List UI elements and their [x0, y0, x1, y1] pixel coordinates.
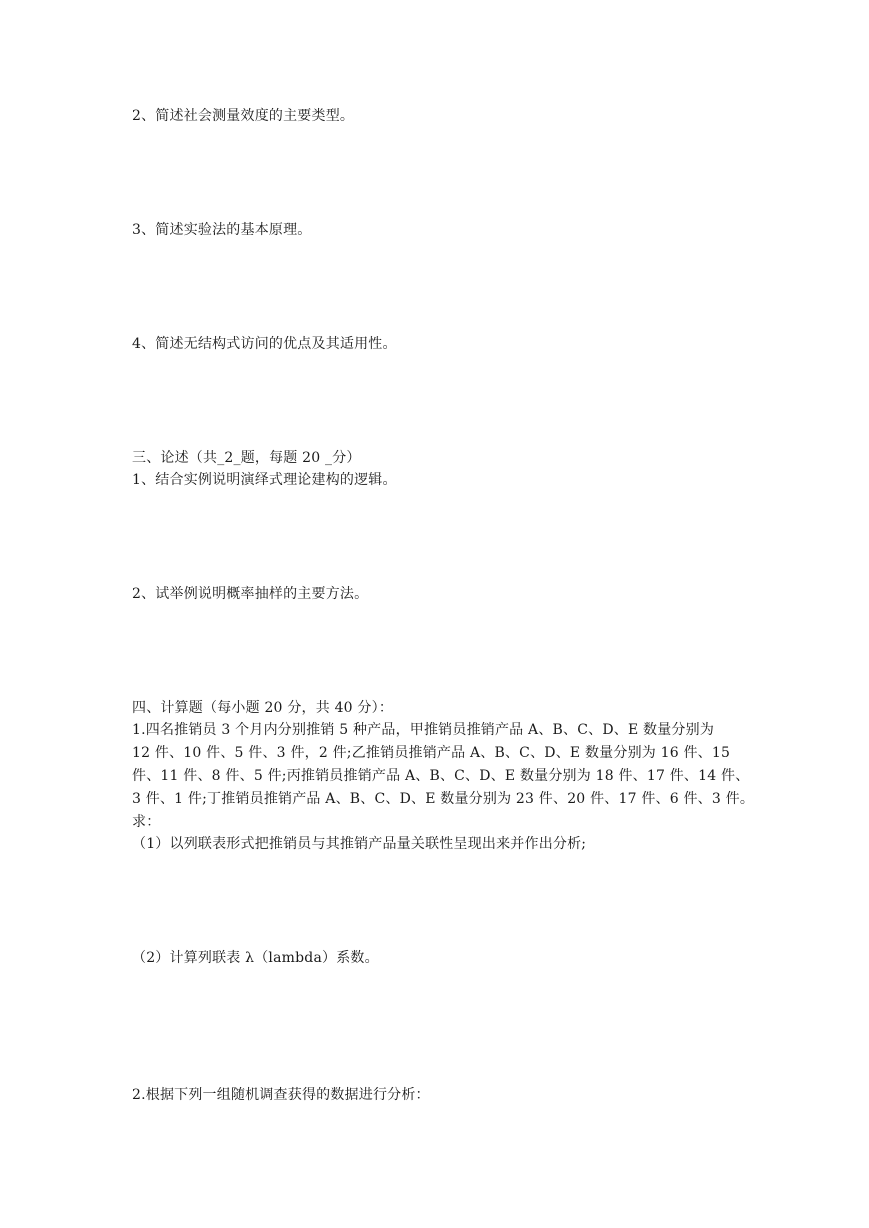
question-2-measurement-validity: 2、简述社会测量效度的主要类型。: [132, 108, 355, 124]
calc-question-1-line-5: 求：: [132, 814, 161, 830]
calc-question-1-line-4: 3 件、1 件;丁推销员推销产品 A、B、C、D、E 数量分别为 23 件、20 件、17 件、6 件、3 件。: [132, 791, 755, 807]
calc-question-2: 2.根据下列一组随机调查获得的数据进行分析：: [132, 1087, 430, 1103]
essay-question-1: 1、结合实例说明演绎式理论建构的逻辑。: [132, 472, 397, 488]
essay-question-2: 2、试举例说明概率抽样的主要方法。: [132, 586, 369, 602]
question-3-experiment-method: 3、简述实验法的基本原理。: [132, 222, 312, 238]
section-4-heading: 四、计算题（每小题 20 分，共 40 分）：: [132, 700, 394, 716]
calc-question-1-part-1: （1）以列联表形式把推销员与其推销产品量关联性呈现出来并作出分析;: [132, 836, 587, 852]
calc-question-1-line-3: 件、11 件、8 件、5 件;丙推销员推销产品 A、B、C、D、E 数量分别为 18 件、17 件、14 件、: [132, 768, 750, 784]
section-3-heading: 三、论述（共_2_题，每题 20 _分）: [132, 450, 361, 466]
calc-question-1-part-2: （2）计算列联表 λ（lambda）系数。: [132, 950, 379, 966]
question-4-unstructured-interview: 4、简述无结构式访问的优点及其适用性。: [132, 336, 397, 352]
calc-question-1-line-1: 1.四名推销员 3 个月内分别推销 5 种产品，甲推销员推销产品 A、B、C、D、E 数量分别为: [132, 722, 715, 738]
calc-question-1-line-2: 12 件、10 件、5 件、3 件，2 件;乙推销员推销产品 A、B、C、D、E 数量分别为 16 件、15: [132, 745, 731, 761]
